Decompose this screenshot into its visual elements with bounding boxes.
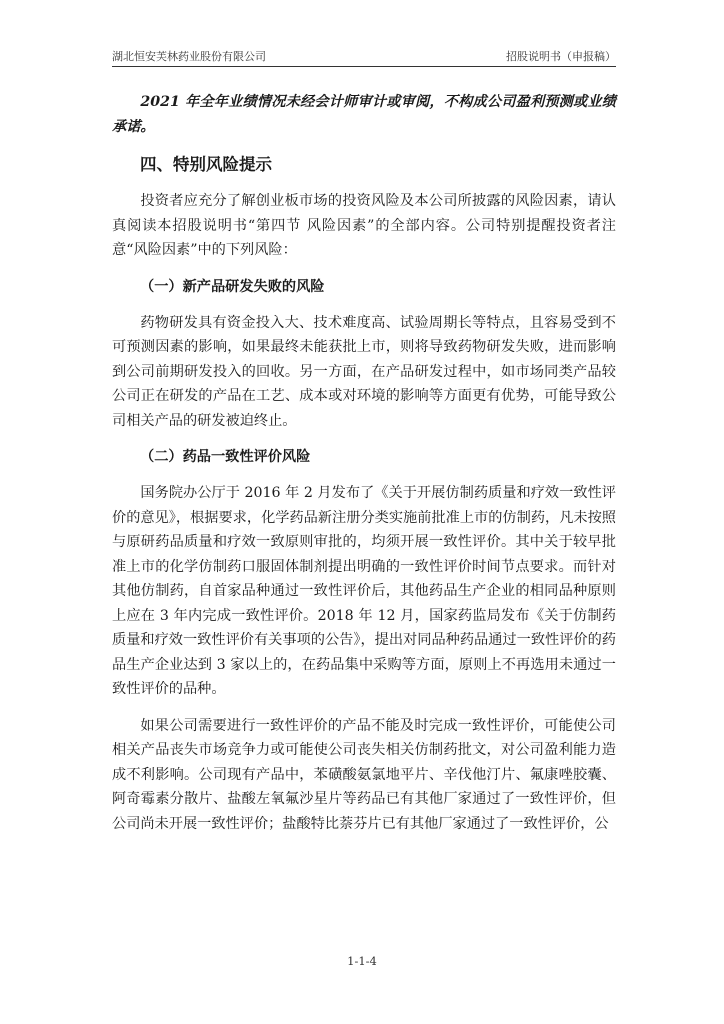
risk-2-paragraph-2: 如果公司需要进行一致性评价的产品不能及时完成一致性评价，可能使公司相关产品丧失市场竞争力或可能使公司丧失相关仿制药批文，对公司盈利能力造成不利影响。公司现有产品中，苯磺酸氨氯地平片、辛伐他汀片、氟康唑胶囊、阿奇霉素分散片、盐酸左氧氟沙星片等药品已有其他厂家通过了一致性评价，但公司尚未开展一致性评价；盐酸特比萘芬片已有其他厂家通过了一致性评价，公	[112, 717, 616, 832]
header-document-title: 招股说明书（申报稿）	[506, 50, 616, 63]
page-content	[112, 88, 616, 836]
page-number: 1-1-4	[347, 954, 377, 968]
risk-2-paragraph-1: 国务院办公厅于 2016 年 2 月发布了《关于开展仿制药质量和疗效一致性评价的意见》，根据要求，化学药品新注册分类实施前批准上市的仿制药，凡未按照与原研药品质量和疗效一致原则审批的，均须开展一致性评价。其中关于较早批准上市的化学仿制药口服固体制剂提出明确的一致性评价时间节点要求。而针对其他仿制药，自首家品种通过一致性评价后，其他药品生产企业的相同品种原则上应在 3 年内完成一致性评价。2018 年 12 月，国家药监局发布《关于仿制药质量和疗效一致性评价有关事项的公告》，提出对同品种药品通过一致性评价的药品生产企业达到 3 家以上的，在药品集中采购等方面，原则上不再选用未通过一致性评价的品种。	[112, 485, 616, 697]
risk-2-title: （二）药品一致性评价风险	[140, 449, 311, 465]
risk-1-paragraph: 药物研发具有资金投入大、技术难度高、试验周期长等特点，且容易受到不可预测因素的影响，如果最终未能获批上市，则将导致药物研发失败，进而影响到公司前期研发投入的回收。另一方面，在产品研发过程中，如市场同类产品较公司正在研发的产品在工艺、成本或对环境的影响等方面更有优势，可能导致公司相关产品的研发被迫终止。	[112, 314, 616, 429]
page-header	[112, 50, 616, 67]
section-intro-paragraph: 投资者应充分了解创业板市场的投资风险及本公司所披露的风险因素，请认真阅读本招股说明书“第四节 风险因素”的全部内容。公司特别提醒投资者注意“风险因素”中的下列风险：	[112, 193, 616, 258]
risk-1-title: （一）新产品研发失败的风险	[140, 278, 325, 295]
section-title-special-risks: 四、特别风险提示	[140, 155, 272, 174]
performance-notice: 2021 年全年业绩情况未经会计师审计或审阅，不构成公司盈利预测或业绩承诺。	[112, 94, 616, 135]
header-company-name: 湖北恒安芙林药业股份有限公司	[112, 50, 266, 63]
